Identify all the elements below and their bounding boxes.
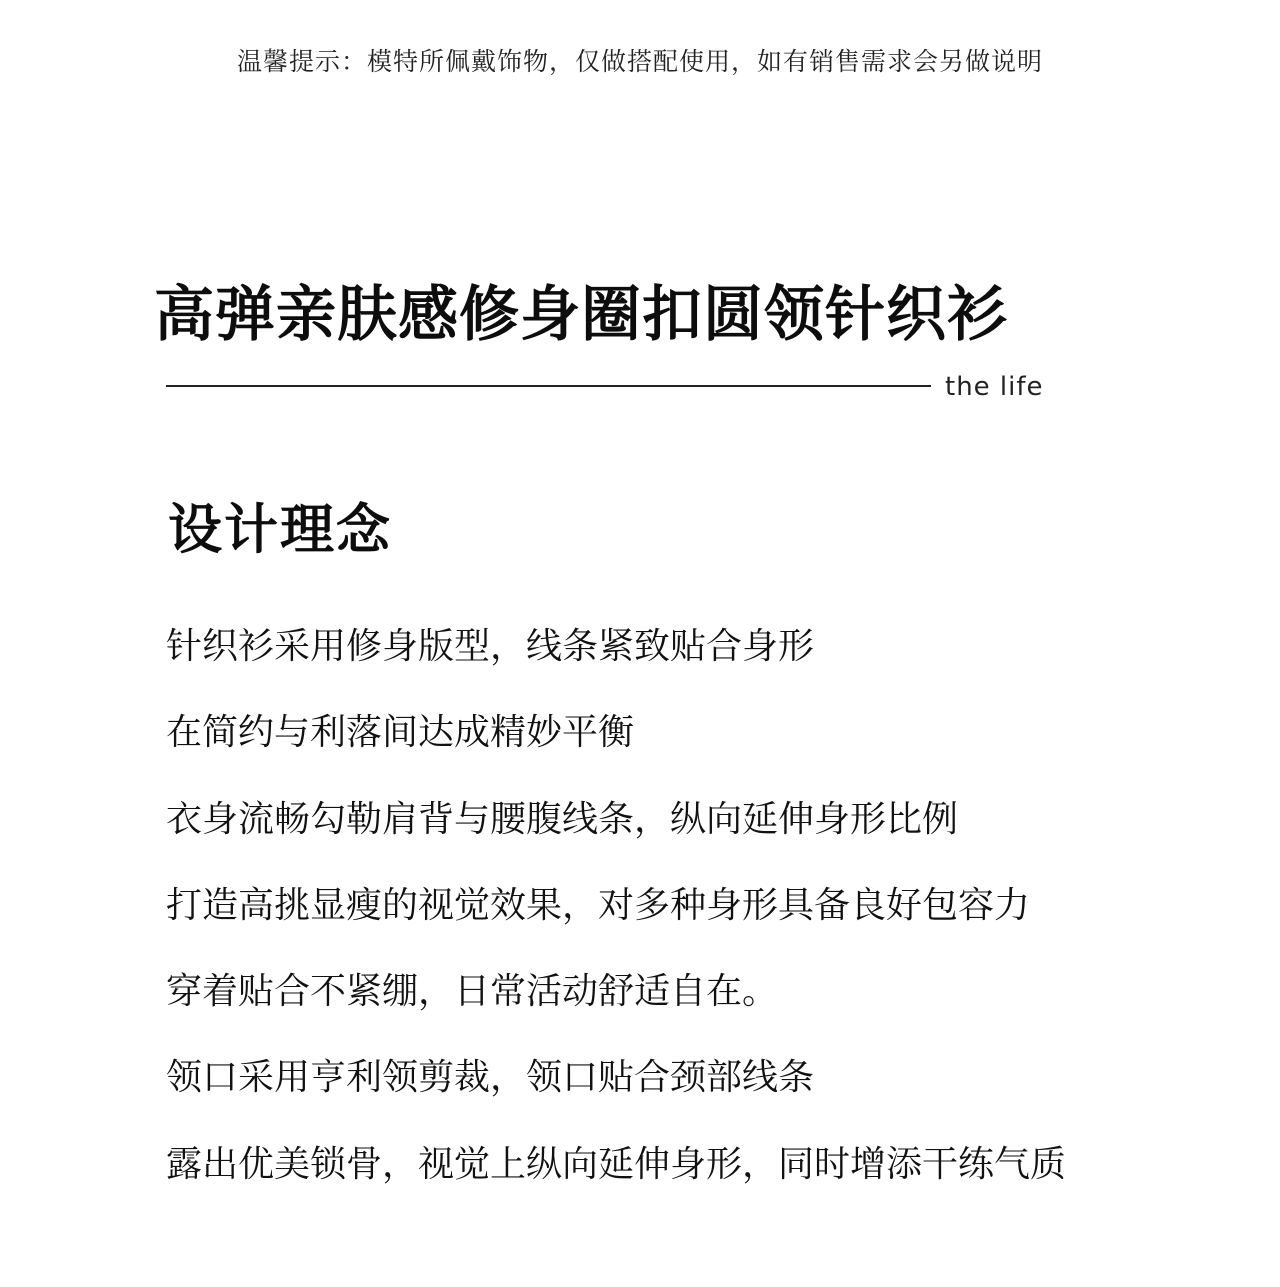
section-heading: 设计理念	[168, 498, 392, 561]
description-line: 在简约与利落间达成精妙平衡	[166, 712, 635, 754]
title-divider	[166, 385, 931, 387]
description-line: 领口采用亨利领剪裁，领口贴合颈部线条	[166, 1057, 815, 1099]
product-title: 高弹亲肤感修身圈扣圆领针织衫	[154, 280, 1008, 350]
description-line: 穿着贴合不紧绷，日常活动舒适自在。	[166, 971, 779, 1013]
tagline: the life	[945, 372, 1044, 402]
description-line: 衣身流畅勾勒肩背与腰腹线条，纵向延伸身形比例	[166, 798, 959, 840]
description-line: 打造高挑显瘦的视觉效果，对多种身形具备良好包容力	[166, 884, 1031, 926]
notice-text: 温馨提示：模特所佩戴饰物，仅做搭配使用，如有销售需求会另做说明	[236, 47, 1043, 76]
design-description	[166, 622, 1266, 1226]
description-line: 针织衫采用修身版型，线条紧致贴合身形	[166, 626, 815, 667]
description-line: 露出优美锁骨，视觉上纵向延伸身形，同时增添干练气质	[166, 1143, 1067, 1185]
